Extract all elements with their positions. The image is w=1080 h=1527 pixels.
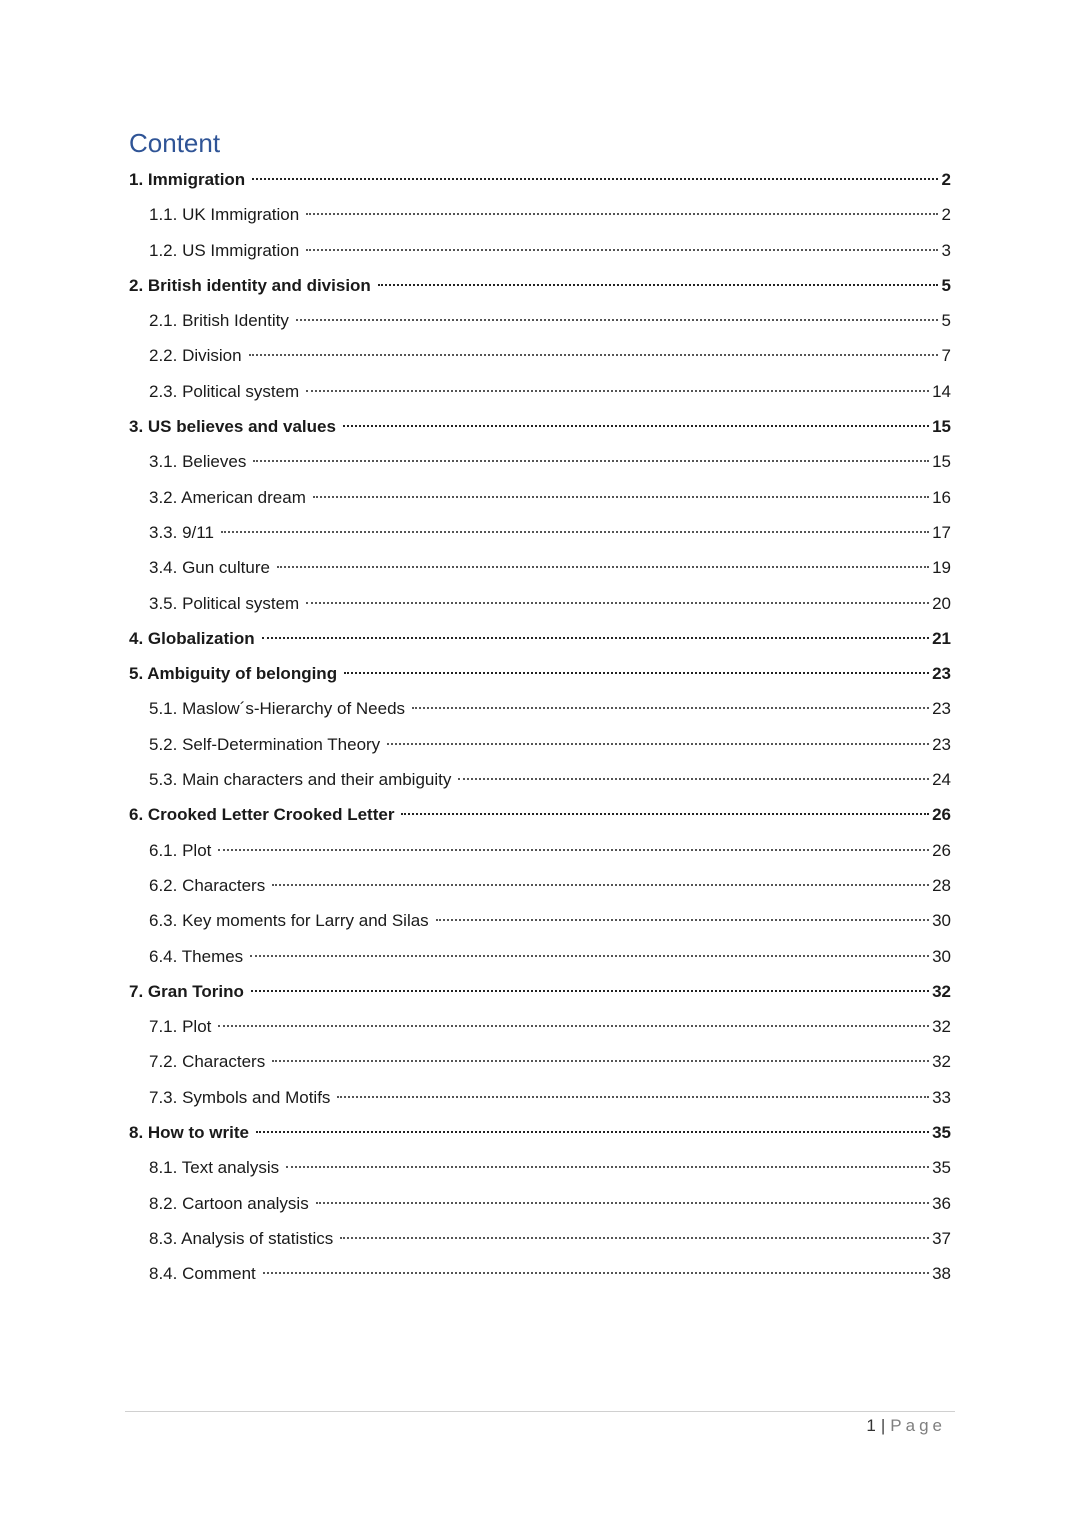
toc-dot-leader <box>378 284 938 286</box>
toc-dot-leader <box>272 1060 929 1062</box>
toc-entry-label: 8. How to write <box>129 1123 249 1143</box>
toc-section-entry[interactable] <box>129 833 951 868</box>
page-title: Content <box>129 128 221 158</box>
toc-dot-leader <box>412 707 929 709</box>
toc-dot-leader <box>218 849 929 851</box>
toc-entry-label: 6.3. Key moments for Larry and Silas <box>149 911 429 931</box>
footer-page-word: Page <box>890 1416 946 1435</box>
toc-chapter-entry[interactable] <box>129 162 951 197</box>
toc-entry-label: 3.2. American dream <box>149 487 306 507</box>
toc-section-entry[interactable] <box>129 303 951 338</box>
toc-chapter-entry[interactable] <box>129 1115 951 1150</box>
toc-entry-label: 5.2. Self-Determination Theory <box>149 734 381 754</box>
toc-entry-label: 3.3. 9/11 <box>149 522 214 542</box>
toc-dot-leader <box>344 672 929 674</box>
toc-dot-leader <box>306 602 929 604</box>
toc-entry-page-number: 7 <box>941 346 951 366</box>
toc-entry-page-number: 23 <box>932 664 951 684</box>
toc-entry-page-number: 16 <box>932 487 951 507</box>
toc-dot-leader <box>401 813 929 815</box>
toc-section-entry[interactable] <box>129 1256 951 1291</box>
toc-entry-label: 8.1. Text analysis <box>149 1158 280 1178</box>
toc-dot-leader <box>277 566 929 568</box>
toc-section-entry[interactable] <box>129 515 951 550</box>
toc-entry-page-number: 26 <box>932 840 951 860</box>
toc-chapter-entry[interactable] <box>129 409 951 444</box>
toc-entry-page-number: 32 <box>932 981 951 1001</box>
toc-section-entry[interactable] <box>129 480 951 515</box>
toc-entry-label: 2.3. Political system <box>149 381 300 401</box>
toc-entry-page-number: 5 <box>941 311 951 331</box>
toc-entry-label: 8.2. Cartoon analysis <box>149 1193 309 1213</box>
toc-entry-label: 1.2. US Immigration <box>149 240 300 260</box>
toc-entry-label: 1. Immigration <box>129 170 246 189</box>
toc-section-entry[interactable] <box>129 691 951 726</box>
toc-entry-label: 2.2. Division <box>149 346 242 366</box>
table-of-contents <box>129 162 951 1292</box>
toc-dot-leader <box>221 531 929 533</box>
toc-entry-page-number: 2 <box>941 205 951 225</box>
toc-dot-leader <box>250 955 929 957</box>
toc-entry-page-number: 23 <box>932 699 951 719</box>
toc-dot-leader <box>306 390 929 392</box>
toc-entry-label: 4. Globalization <box>129 628 255 648</box>
toc-section-entry[interactable] <box>129 939 951 974</box>
toc-entry-page-number: 3 <box>941 240 951 260</box>
toc-dot-leader <box>436 919 929 921</box>
toc-entry-page-number: 5 <box>941 275 951 295</box>
toc-entry-page-number: 20 <box>932 593 951 613</box>
toc-section-entry[interactable] <box>129 727 951 762</box>
toc-entry-label: 3.4. Gun culture <box>149 558 270 578</box>
toc-section-entry[interactable] <box>129 586 951 621</box>
toc-entry-page-number: 38 <box>932 1264 951 1284</box>
toc-dot-leader <box>262 637 929 639</box>
toc-entry-page-number: 23 <box>932 734 951 754</box>
toc-section-entry[interactable] <box>129 868 951 903</box>
toc-entry-label: 8.3. Analysis of statistics <box>149 1228 334 1248</box>
toc-entry-label: 2. British identity and division <box>129 275 371 295</box>
toc-entry-label: 6. Crooked Letter Crooked Letter <box>129 805 395 825</box>
toc-entry-label: 6.2. Characters <box>149 875 266 895</box>
toc-entry-label: 8.4. Comment <box>149 1264 256 1284</box>
toc-section-entry[interactable] <box>129 338 951 373</box>
toc-dot-leader <box>306 249 938 251</box>
toc-dot-leader <box>316 1202 929 1204</box>
toc-dot-leader <box>306 213 938 215</box>
toc-chapter-entry[interactable] <box>129 268 951 303</box>
toc-entry-page-number: 36 <box>932 1193 951 1213</box>
toc-entry-page-number: 17 <box>932 522 951 542</box>
toc-section-entry[interactable] <box>129 1221 951 1256</box>
footer-separator: | <box>880 1416 886 1435</box>
toc-dot-leader <box>249 354 938 356</box>
toc-section-entry[interactable] <box>129 374 951 409</box>
toc-entry-page-number: 37 <box>932 1228 951 1248</box>
toc-section-entry[interactable] <box>129 444 951 479</box>
toc-entry-label: 5.1. Maslow´s-Hierarchy of Needs <box>149 699 406 719</box>
toc-dot-leader <box>251 990 929 992</box>
toc-dot-leader <box>272 884 929 886</box>
toc-section-entry[interactable] <box>129 762 951 797</box>
toc-entry-page-number: 35 <box>932 1158 951 1178</box>
toc-dot-leader <box>256 1131 929 1133</box>
toc-entry-page-number: 32 <box>932 1017 951 1037</box>
toc-dot-leader <box>263 1272 929 1274</box>
toc-entry-page-number: 26 <box>932 805 951 825</box>
toc-section-entry[interactable] <box>129 1009 951 1044</box>
toc-entry-label: 1.1. UK Immigration <box>149 205 300 225</box>
toc-entry-label: 5.3. Main characters and their ambiguity <box>149 770 452 790</box>
toc-entry-page-number: 15 <box>932 417 951 437</box>
toc-section-entry[interactable] <box>129 233 951 268</box>
toc-entry-label: 3. US believes and values <box>129 417 336 437</box>
toc-dot-leader <box>286 1166 929 1168</box>
toc-chapter-entry[interactable] <box>129 621 951 656</box>
toc-entry-page-number: 32 <box>932 1052 951 1072</box>
toc-entry-page-number: 30 <box>932 946 951 966</box>
toc-section-entry[interactable] <box>129 1080 951 1115</box>
toc-entry-label: 7.2. Characters <box>149 1052 266 1072</box>
toc-entry-page-number: 35 <box>932 1123 951 1143</box>
toc-entry-page-number: 19 <box>932 558 951 578</box>
toc-section-entry[interactable] <box>129 1044 951 1079</box>
toc-entry-label: 5. Ambiguity of belonging <box>129 664 338 684</box>
toc-section-entry[interactable] <box>129 1150 951 1185</box>
toc-chapter-entry[interactable] <box>129 797 951 832</box>
toc-entry-label: 3.1. Believes <box>149 452 247 472</box>
toc-entry-page-number: 2 <box>941 170 951 189</box>
toc-entry-label: 2.1. British Identity <box>149 311 289 331</box>
toc-entry-label: 7.3. Symbols and Motifs <box>149 1087 331 1107</box>
toc-dot-leader <box>218 1025 929 1027</box>
toc-section-entry[interactable] <box>129 903 951 938</box>
toc-entry-page-number: 24 <box>932 770 951 790</box>
page-footer <box>866 1416 946 1436</box>
toc-dot-leader <box>340 1237 929 1239</box>
toc-section-entry[interactable] <box>129 1186 951 1221</box>
toc-entry-label: 7.1. Plot <box>149 1017 212 1037</box>
toc-dot-leader <box>252 178 938 180</box>
toc-entry-label: 6.4. Themes <box>149 946 244 966</box>
toc-entry-label: 6.1. Plot <box>149 840 212 860</box>
toc-entry-page-number: 21 <box>932 628 951 648</box>
toc-dot-leader <box>313 496 929 498</box>
toc-chapter-entry[interactable] <box>129 974 951 1009</box>
toc-entry-label: 3.5. Political system <box>149 593 300 613</box>
footer-divider <box>125 1411 955 1412</box>
toc-chapter-entry[interactable] <box>129 656 951 691</box>
toc-dot-leader <box>343 425 929 427</box>
toc-entry-page-number: 28 <box>932 875 951 895</box>
toc-section-entry[interactable] <box>129 197 951 232</box>
toc-dot-leader <box>296 319 938 321</box>
toc-entry-page-number: 15 <box>932 452 951 472</box>
toc-entry-page-number: 30 <box>932 911 951 931</box>
toc-dot-leader <box>253 460 929 462</box>
toc-dot-leader <box>458 778 929 780</box>
toc-entry-page-number: 14 <box>932 381 951 401</box>
toc-section-entry[interactable] <box>129 550 951 585</box>
toc-dot-leader <box>387 743 929 745</box>
toc-entry-page-number: 33 <box>932 1087 951 1107</box>
toc-dot-leader <box>337 1096 929 1098</box>
footer-page-number: 1 <box>866 1416 876 1435</box>
toc-entry-label: 7. Gran Torino <box>129 981 244 1001</box>
